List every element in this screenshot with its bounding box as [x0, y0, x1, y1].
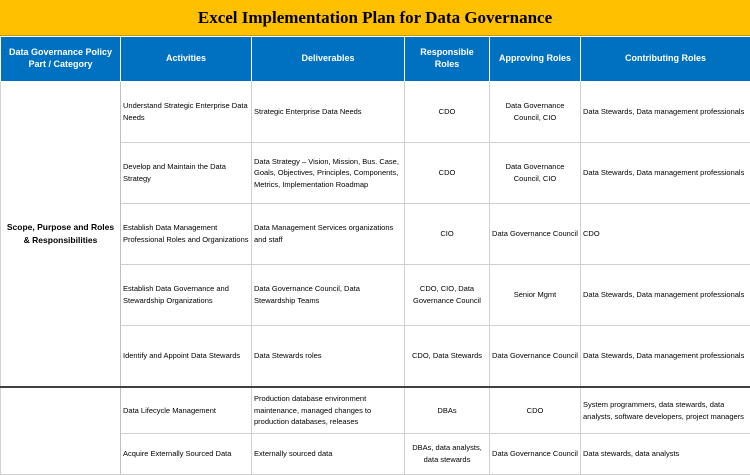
approving-cell[interactable]: Senior Mgmt	[490, 265, 581, 326]
responsible-cell[interactable]: CDO	[405, 82, 490, 143]
approving-cell[interactable]: CDO	[490, 387, 581, 434]
responsible-cell[interactable]: DBAs	[405, 387, 490, 434]
contributing-cell[interactable]: Data Stewards, Data management professionals	[581, 265, 750, 326]
activity-cell[interactable]: Acquire Externally Sourced Data	[121, 434, 252, 475]
activity-cell[interactable]: Understand Strategic Enterprise Data Needs	[121, 82, 252, 143]
category-cell[interactable]: Scope, Purpose and Roles & Responsibilities	[1, 82, 121, 388]
contributing-cell[interactable]: Data Stewards, Data management professionals	[581, 326, 750, 388]
header-approving[interactable]: Approving Roles	[490, 37, 581, 82]
responsible-cell[interactable]: DBAs, data analysts, data stewards	[405, 434, 490, 475]
responsible-cell[interactable]: CDO, Data Stewards	[405, 326, 490, 388]
contributing-cell[interactable]: Data Stewards, Data management professionals	[581, 143, 750, 204]
activity-cell[interactable]: Establish Data Governance and Stewardship Organizations	[121, 265, 252, 326]
title-bar	[0, 0, 750, 36]
table-row	[1, 82, 750, 143]
deliverable-cell[interactable]: Strategic Enterprise Data Needs	[252, 82, 405, 143]
deliverable-cell[interactable]: Production database environment maintenance, managed changes to production databases, releases	[252, 387, 405, 434]
header-contributing[interactable]: Contributing Roles	[581, 37, 750, 82]
activity-cell[interactable]: Develop and Maintain the Data Strategy	[121, 143, 252, 204]
contributing-cell[interactable]: CDO	[581, 204, 750, 265]
approving-cell[interactable]: Data Governance Council, CIO	[490, 82, 581, 143]
table-row	[1, 387, 750, 434]
deliverable-cell[interactable]: Externally sourced data	[252, 434, 405, 475]
header-row	[1, 37, 750, 82]
deliverable-cell[interactable]: Data Stewards roles	[252, 326, 405, 388]
deliverable-cell[interactable]: Data Strategy – Vision, Mission, Bus. Case, Goals, Objectives, Principles, Components, Metrics, Implementation Roadmap	[252, 143, 405, 204]
contributing-cell[interactable]: Data stewards, data analysts	[581, 434, 750, 475]
activity-cell[interactable]: Identify and Appoint Data Stewards	[121, 326, 252, 388]
deliverable-cell[interactable]: Data Management Services organizations and staff	[252, 204, 405, 265]
approving-cell[interactable]: Data Governance Council	[490, 204, 581, 265]
approving-cell[interactable]: Data Governance Council, CIO	[490, 143, 581, 204]
responsible-cell[interactable]: CDO	[405, 143, 490, 204]
header-activities[interactable]: Activities	[121, 37, 252, 82]
header-category[interactable]: Data Governance Policy Part / Category	[1, 37, 121, 82]
contributing-cell[interactable]: System programmers, data stewards, data analysts, software developers, project managers	[581, 387, 750, 434]
deliverable-cell[interactable]: Data Governance Council, Data Stewardship Teams	[252, 265, 405, 326]
approving-cell[interactable]: Data Governance Council	[490, 326, 581, 388]
category-cell[interactable]	[1, 387, 121, 475]
responsible-cell[interactable]: CDO, CIO, Data Governance Council	[405, 265, 490, 326]
responsible-cell[interactable]: CIO	[405, 204, 490, 265]
header-responsible[interactable]: Responsible Roles	[405, 37, 490, 82]
implementation-plan-table	[0, 36, 750, 475]
activity-cell[interactable]: Data Lifecycle Management	[121, 387, 252, 434]
contributing-cell[interactable]: Data Stewards, Data management professionals	[581, 82, 750, 143]
approving-cell[interactable]: Data Governance Council	[490, 434, 581, 475]
activity-cell[interactable]: Establish Data Management Professional Roles and Organizations	[121, 204, 252, 265]
page-title: Excel Implementation Plan for Data Governance	[198, 8, 552, 28]
header-deliverables[interactable]: Deliverables	[252, 37, 405, 82]
